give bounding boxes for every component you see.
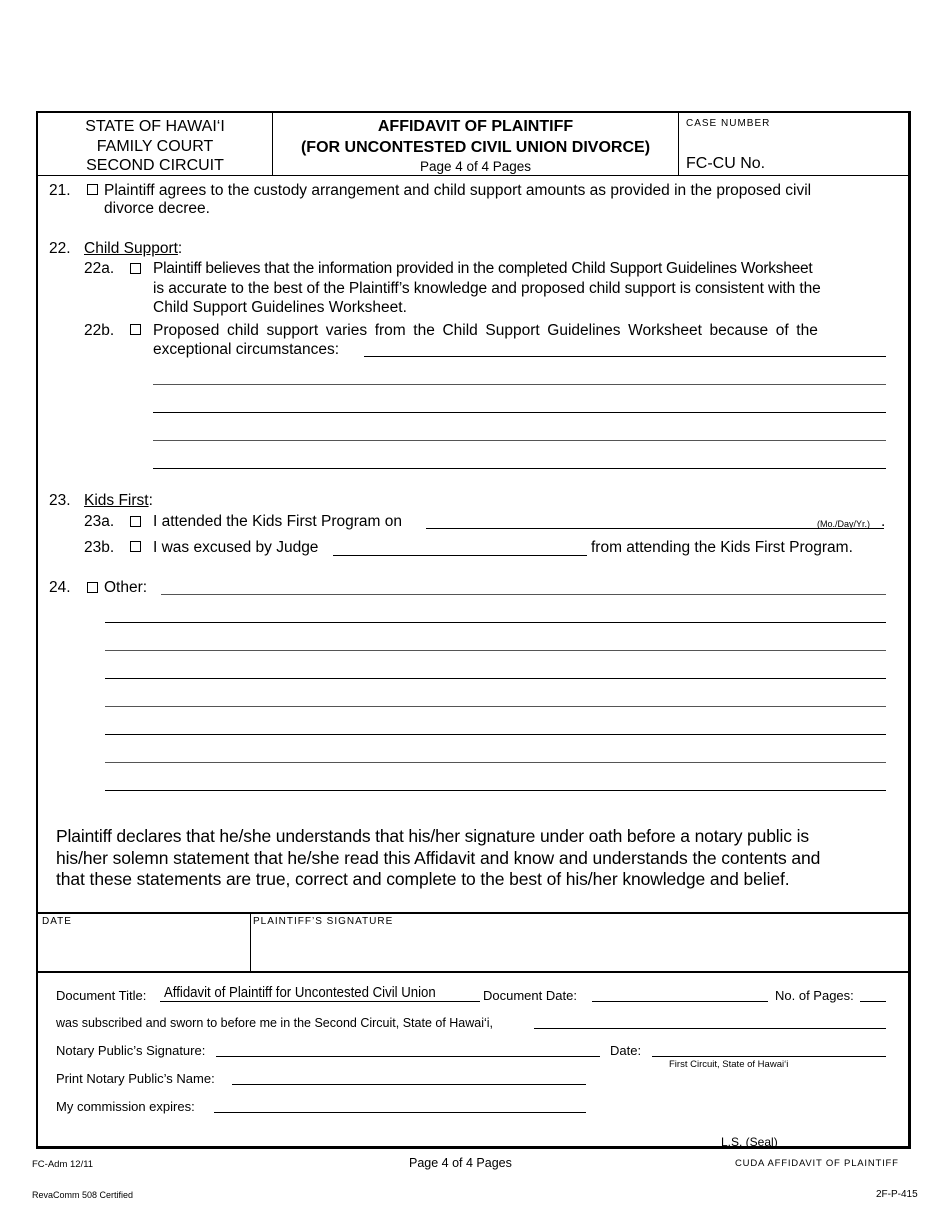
notary-date-label: Date: xyxy=(610,1043,642,1058)
subscribed-text: was subscribed and sworn to before me in the Second Circuit, State of Hawai‘i, xyxy=(56,1016,494,1030)
form-number: 2F-P-415 xyxy=(876,1189,918,1200)
number-of-pages-label: No. of Pages: xyxy=(775,988,854,1003)
item-22-heading xyxy=(84,239,182,259)
item-21-checkbox[interactable] xyxy=(87,184,98,195)
date-field[interactable] xyxy=(38,914,249,970)
plaintiff-signature-field[interactable] xyxy=(252,914,909,970)
kids-first-colon: : xyxy=(148,492,153,509)
item-21-text-line1: Plaintiff agrees to the custody arrangement and child support amounts as provided in the proposed civil xyxy=(104,182,812,199)
signature-bottom-rule xyxy=(38,971,910,973)
form-title-line1: AFFIDAVIT OF PLAINTIFF xyxy=(377,118,574,135)
certified-label: RevaComm 508 Certified xyxy=(32,1190,134,1200)
commission-expires-label: My commission expires: xyxy=(56,1099,195,1114)
number-of-pages-line[interactable] xyxy=(860,1001,886,1002)
other-line-6[interactable] xyxy=(105,734,886,735)
notary-date-line[interactable] xyxy=(652,1056,886,1057)
item-23a-period: . xyxy=(881,513,886,530)
date-label: DATE xyxy=(42,916,72,927)
item-23a-checkbox[interactable] xyxy=(130,516,141,527)
other-line-8[interactable] xyxy=(105,790,886,791)
form-title-line2: (FOR UNCONTESTED CIVIL UNION DIVORCE) xyxy=(300,139,651,156)
child-support-colon: : xyxy=(177,240,183,257)
item-22b-checkbox[interactable] xyxy=(130,324,141,335)
item-22a-text-line2: is accurate to the best of the Plaintiff’s knowledge and proposed child support is consistent with the xyxy=(153,280,821,297)
declaration-line2: his/her solemn statement that he/she read this Affidavit and know and understands the contents and xyxy=(56,847,821,868)
item-22a-checkbox[interactable] xyxy=(130,263,141,274)
declaration-line1: Plaintiff declares that he/she understands that his/her signature under oath before a notary public is xyxy=(56,826,809,846)
item-23-heading xyxy=(84,491,153,511)
circumstances-line-4[interactable] xyxy=(153,440,886,441)
circumstances-line-2[interactable] xyxy=(153,384,886,385)
circuit-name: SECOND CIRCUIT xyxy=(86,157,224,174)
item-24-text: Other: xyxy=(104,579,148,596)
notary-signature-line[interactable] xyxy=(216,1056,600,1057)
item-23b-text-line2: from attending the Kids First Program. xyxy=(591,539,853,556)
document-date-line[interactable] xyxy=(592,1001,768,1002)
commission-expires-line[interactable] xyxy=(214,1112,586,1113)
document-title-label: Document Title: xyxy=(56,988,147,1003)
court-name: FAMILY COURT xyxy=(96,137,214,155)
item-22-number: 22. xyxy=(49,240,71,257)
page-count: Page 4 of 4 Pages xyxy=(419,159,532,174)
form-code: FC-Adm 12/11 xyxy=(32,1159,94,1170)
kids-first-heading: Kids First xyxy=(84,492,149,509)
footer-form-title: CUDA AFFIDAVIT OF PLAINTIFF xyxy=(735,1158,899,1169)
other-line-3[interactable] xyxy=(105,650,886,651)
notary-signature-label: Notary Public’s Signature: xyxy=(56,1043,206,1058)
document-date-label: Document Date: xyxy=(483,988,577,1003)
item-22b-text-line1: Proposed child support varies from the Child Support Guidelines Worksheet because of the xyxy=(153,322,818,339)
item-21-number: 21. xyxy=(49,182,71,199)
case-number-prefix[interactable]: FC-CU No. xyxy=(686,155,766,172)
item-24-checkbox[interactable] xyxy=(87,582,98,593)
form-title xyxy=(273,116,678,176)
subscribed-line[interactable] xyxy=(534,1028,886,1029)
item-22b-text-line2: exceptional circumstances: xyxy=(153,341,340,358)
item-23a-text: I attended the Kids First Program on xyxy=(153,513,402,530)
declaration xyxy=(56,826,896,891)
court-info xyxy=(38,117,272,176)
kids-first-date-line[interactable] xyxy=(426,528,884,529)
case-number-label: CASE NUMBER xyxy=(686,118,771,129)
other-line-5[interactable] xyxy=(105,706,886,707)
footer-page-count: Page 4 of 4 Pages xyxy=(409,1156,512,1170)
header-divider-right xyxy=(678,112,679,175)
print-notary-name-label: Print Notary Public’s Name: xyxy=(56,1071,215,1086)
other-line-7[interactable] xyxy=(105,762,886,763)
item-22a-text-line1: Plaintiff believes that the information provided in the completed Child Support Guidelines Worksheet xyxy=(153,260,813,277)
item-24-number: 24. xyxy=(49,579,71,596)
item-23-number: 23. xyxy=(49,492,71,509)
other-line-1[interactable] xyxy=(161,594,886,595)
child-support-heading: Child Support xyxy=(84,240,178,257)
seal-label: L.S. (Seal) xyxy=(721,1135,778,1149)
item-22a-number: 22a. xyxy=(84,260,115,277)
circumstances-line-3[interactable] xyxy=(153,412,886,413)
circuit-note: First Circuit, State of Hawai‘i xyxy=(669,1059,789,1070)
item-21-text-line2: divorce decree. xyxy=(104,200,210,217)
judge-name-line[interactable] xyxy=(333,555,587,556)
document-title-line xyxy=(160,1001,480,1002)
item-23b-text-line1: I was excused by Judge xyxy=(153,539,319,556)
item-22b-number: 22b. xyxy=(84,322,115,339)
plaintiff-signature-label: PLAINTIFF’S SIGNATURE xyxy=(253,916,394,927)
document-title-value[interactable]: Affidavit of Plaintiff for Uncontested Civil Union xyxy=(164,984,436,1001)
state-name: STATE OF HAWAI‘I xyxy=(85,118,225,135)
declaration-line3: that these statements are true, correct and complete to the best of his/her knowledge and belief. xyxy=(56,869,790,889)
item-23b-number: 23b. xyxy=(84,539,115,556)
item-22a-text-line3: Child Support Guidelines Worksheet. xyxy=(153,299,407,316)
circumstances-line-1[interactable] xyxy=(364,356,886,357)
circumstances-line-5[interactable] xyxy=(153,468,886,469)
print-notary-name-line[interactable] xyxy=(232,1084,586,1085)
other-line-4[interactable] xyxy=(105,678,886,679)
date-format-hint: (Mo./Day/Yr.) xyxy=(817,519,871,529)
other-line-2[interactable] xyxy=(105,622,886,623)
signature-divider xyxy=(250,913,251,972)
item-23a-number: 23a. xyxy=(84,513,115,530)
item-23b-checkbox[interactable] xyxy=(130,541,141,552)
